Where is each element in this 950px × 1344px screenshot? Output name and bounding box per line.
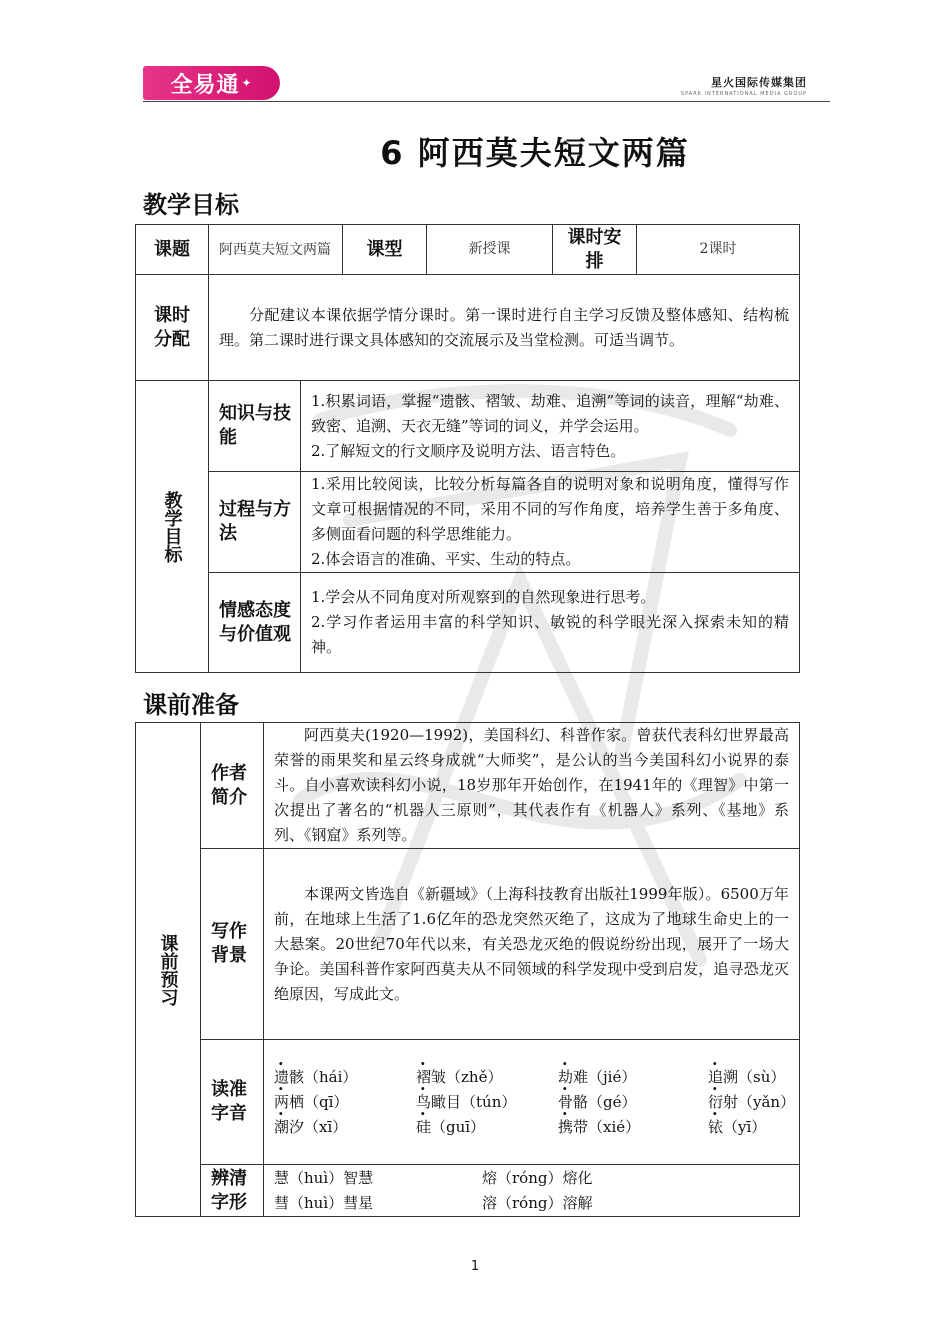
type-value: 新授课	[427, 225, 553, 275]
glyph-list	[264, 1166, 799, 1216]
allocation-text: 分配建议本课依据学情分课时。第一课时进行自主学习反馈及整体感知、结构梳理。第二课时进行课文具体感知的交流展示及当堂检测。可适当调节。	[209, 275, 800, 381]
page-number: 1	[470, 1259, 480, 1274]
background-text: 本课两文皆选自《新疆域》（上海科技教育出版社1999年版）。6500万年前，在地球上生活了1.6亿年的恐龙突然灭绝了，这成为了地球生命史上的一大悬案。20世纪70年代以来，有关恐龙灭绝的假说纷纷出现，展开了一场大争论。美国科普作家阿西莫夫从不同领域的科学发现中受到启发，追寻恐龙灭绝原因，写成此文。	[264, 849, 800, 1040]
attitude-text	[301, 573, 800, 673]
knowledge-label: 知识与技能	[209, 381, 301, 472]
process-label: 过程与方法	[209, 472, 301, 573]
prep-label-cell	[136, 723, 201, 1217]
pron-item: · 衍射（yǎn）	[708, 1090, 796, 1115]
pron-item: · 骨骼（gé）	[558, 1090, 708, 1115]
process-line-1: 1.采用比较阅读，比较分析每篇各自的说明对象和说明角度，懂得写作文章可根据情况的不同，采用不同的写作角度，培养学生善于多角度、多侧面看问题的科学思维能力。	[311, 475, 789, 543]
pronunciation-list	[264, 1065, 799, 1140]
pron-item: · 硅（guī）	[416, 1115, 558, 1140]
pronunciation-label: 读准字音	[201, 1040, 264, 1165]
publisher-name: 星火国际传媒集团	[711, 76, 807, 89]
section-heading-goals: 教学目标	[143, 191, 239, 219]
knowledge-text	[301, 381, 800, 472]
header-divider	[143, 101, 830, 102]
knowledge-line-1: 1.积累词语，掌握“遗骸、褶皱、劫难、追溯”等词的读音，理解“劫难、致密、追溯、天衣无缝”等词的词义，并学会运用。	[311, 391, 789, 435]
attitude-line-2: 2.学习作者运用丰富的科学知识、敏锐的科学眼光深入探索未知的精神。	[311, 613, 789, 656]
overview-row	[136, 225, 800, 275]
pron-item: · 褶皱（zhě）	[416, 1065, 558, 1090]
brand-logo-text: 全易通	[170, 72, 240, 98]
publisher-name-en: SPARK INTERNATIONAL MEDIA GROUP	[680, 91, 807, 97]
pron-item: · 鸟瞰目（tún）	[416, 1090, 558, 1115]
allocation-row	[136, 275, 800, 381]
goal-row-process	[136, 472, 800, 573]
hours-label: 课时安排	[553, 225, 637, 275]
topic-value: 阿西莫夫短文两篇	[209, 225, 343, 275]
type-label: 课型	[343, 225, 427, 275]
glyph-item: 慧（huì）智慧	[274, 1168, 374, 1187]
goals-label-cell	[136, 381, 209, 673]
goal-row-attitude	[136, 573, 800, 673]
glyph-row	[136, 1165, 800, 1217]
attitude-line-1: 1.学会从不同角度对所观察到的自然现象进行思考。	[311, 588, 656, 606]
sparkle-icon: ✦	[241, 76, 253, 90]
knowledge-line-2: 2.了解短文的行文顺序及说明方法、语言特色。	[311, 441, 626, 460]
pron-item: · 遗骸（hái）	[274, 1065, 416, 1090]
author-text: 阿西莫夫(1920—1992)，美国科幻、科普作家。曾获代表科幻世界最高荣誉的雨果奖和星云终身成就“大师奖”，是公认的当今美国科幻小说界的泰斗。自小喜欢读科幻小说，18岁那年开始创作，在1941年的《理智》中第一次提出了著名的“机器人三原则”，其代表作有《机器人》系列、《基地》系列、《钢窟》系列等。	[264, 723, 800, 849]
pron-item: · 劫难（jié）	[558, 1065, 708, 1090]
background-label: 写作背景	[201, 849, 264, 1040]
pronunciation-row	[136, 1040, 800, 1165]
pron-item: · 追溯（sù）	[708, 1065, 796, 1090]
glyph-label: 辨清字形	[201, 1165, 264, 1217]
attitude-label: 情感态度与价值观	[209, 573, 301, 673]
brand-logo	[143, 66, 280, 100]
author-row	[136, 723, 800, 849]
pron-item: · 铱（yī）	[708, 1115, 796, 1140]
pron-item: · 两栖（qī）	[274, 1090, 416, 1115]
pron-item: · 潮汐（xī）	[274, 1115, 416, 1140]
pronunciation-cell	[264, 1040, 800, 1165]
author-label: 作者简介	[201, 723, 264, 849]
prep-label: 课前预习	[157, 933, 179, 1006]
pron-item: · 携带（xié）	[558, 1115, 708, 1140]
section-heading-prep: 课前准备	[143, 691, 239, 719]
background-row	[136, 849, 800, 1040]
page-title: 6 阿西莫夫短文两篇	[380, 134, 690, 172]
allocation-label: 课时分配	[136, 275, 209, 381]
publisher-mark	[681, 74, 807, 97]
glyph-item: 彗（huì）彗星	[274, 1193, 374, 1212]
glyph-item: 熔（róng）熔化	[482, 1168, 593, 1187]
topic-label: 课题	[136, 225, 209, 275]
teaching-goals-table	[135, 224, 800, 673]
process-line-2: 2.体会语言的准确、平实、生动的特点。	[311, 550, 581, 568]
glyph-item: 溶（róng）溶解	[482, 1193, 593, 1212]
hours-value: 2课时	[637, 225, 800, 275]
goals-label: 教学目标	[161, 490, 183, 563]
goal-row-knowledge	[136, 381, 800, 472]
process-text	[301, 472, 800, 573]
prep-table	[135, 722, 800, 1217]
glyph-cell	[264, 1165, 800, 1217]
